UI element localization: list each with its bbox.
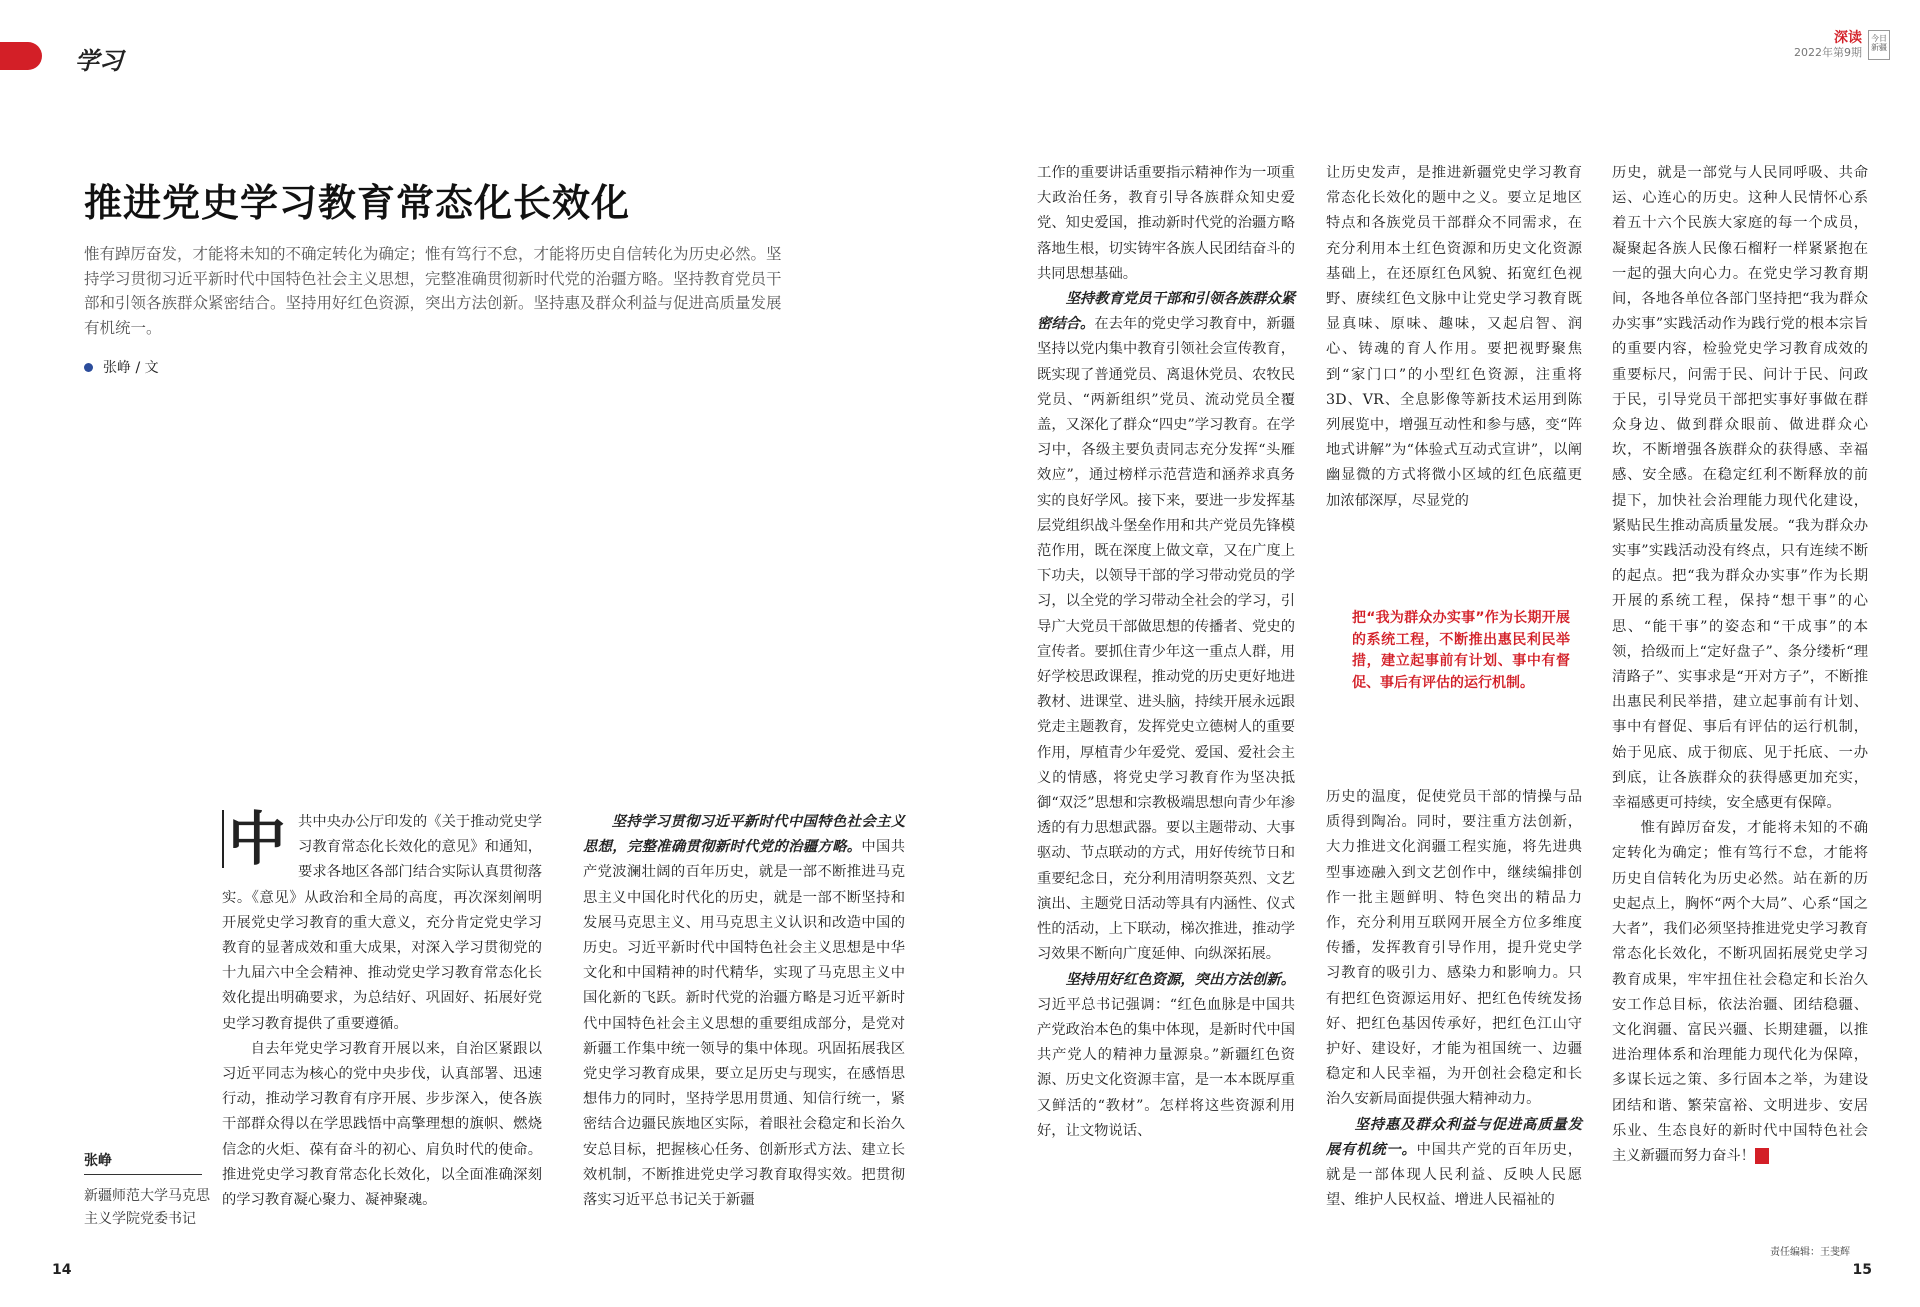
article-title: 推进党史学习教育常态化长效化 [84,181,631,225]
paragraph: 让历史发声，是推进新疆党史学习教育常态化长效化的题中之义。要立足地区特点和各族党员干部群众不同需求，在充分利用本土红色资源和历史文化资源基础上，在还原红色风貌、拓宽红色视野、赓续红色文脉中让党史学习教育既显真味、原味、趣味，又起启智、润心、铸魂的育人作用。要把视野聚焦到“家门口”的小型红色资源，注重将3D、VR、全息影像等新技术运用到陈列展览中，增强互动性和参与感，变“阵地式讲解”为“体验式互动式宣讲”，以阐幽显微的方式将微小区域的红色底蕴更加浓郁深厚，尽显党的 [1326,165,1582,509]
column-5 [1612,161,1868,1169]
paragraph: 自去年党史学习教育开展以来，自治区紧跟以习近平同志为核心的党中央步伐，认真部署、迅速行动，推动学习教育有序开展、步步深入，使各族干部群众得以在学思践悟中高擎理想的旗帜、燃烧信念的火炬、葆有奋斗的初心、肩负时代的使命。推进党史学习教育常态化长效化，以全面准确深刻的学习教育凝心聚力、凝神聚魂。 [222,1040,542,1209]
subhead: 坚持惠及群众利益与促进高质量发展有机统一。 [1326,1116,1582,1158]
paragraph: 工作的重要讲话重要指示精神作为一项重大政治任务，教育引导各族群众知史爱党、知史爱国，推动新时代党的治疆方略落地生根，切实铸牢各族人民团结奋斗的共同思想基础。 [1037,165,1295,282]
paragraph [583,810,905,1213]
subhead: 坚持教育党员干部和引领各族群众紧密结合。 [1037,291,1295,333]
paragraph [1612,816,1868,1169]
column-2 [583,810,905,1213]
column-1 [222,805,542,1213]
pull-quote: 把“我为群众办实事”作为长期开展的系统工程，不断推出惠民利民举措，建立起事前有计划、事中有督促、事后有评估的运行机制。 [1352,610,1570,691]
byline [84,357,159,377]
subhead: 坚持学习贯彻习近平新时代中国特色社会主义思想，完整准确贯彻新时代党的治疆方略。 [583,814,905,856]
paragraph-text: 习近平总书记强调：“红色血脉是中国共产党政治本色的集中体现，是新时代中国共产党人的精神力量源泉。”新疆红色资源、历史文化资源丰富，是一本本既厚重又鲜活的“教材”。怎样将这些资源利用好，让文物说话、 [1037,996,1295,1139]
drop-cap: 中 [222,810,286,868]
page-number-right: 15 [1852,1262,1872,1278]
byline-dot-icon [84,363,93,372]
column-3 [1037,161,1295,1144]
paragraph [1037,287,1295,967]
paragraph: 历史的温度，促使党员干部的情操与品质得到陶冶。同时，要注重方法创新，大力推进文化润疆工程实施，将先进典型事迹融入到文艺创作中，继续编排创作一批主题鲜明、特色突出的精品力作，充分利用互联网开展全方位多维度传播，发挥教育引导作用，提升党史学习教育的吸引力、感染力和影响力。只有把红色资源运用好、把红色传统发扬好、把红色基因传承好，把红色江山守护好、建设好，才能为祖国统一、边疆稳定和人民幸福，为开创社会稳定和长治久安新局面提供强大精神动力。 [1326,789,1582,1108]
paragraph [1326,1113,1582,1214]
section-label: 学习 [75,46,123,75]
issue-label: 2022年第9期 [1794,46,1862,59]
paragraph-text: 共中央办公厅印发的《关于推动党史学习教育常态化长效化的意见》和通知，要求各地区各部门结合实际认真贯彻落实。《意见》从政治和全局的高度，再次深刻阐明开展党史学习教育的重大意义，充分肯定党史学习教育的显著成效和重大成果，对深入学习贯彻党的十九届六中全会精神、推动党史学习教育常态化长效化提出明确要求，为总结好、巩固好、拓展好党史学习教育提供了重要遵循。 [222,814,542,1032]
brand-name: 深读 [1834,30,1862,46]
page-number-left: 14 [52,1262,72,1278]
brand-logo-box: 今日新疆 [1868,30,1890,60]
paragraph-text: 中国共产党的百年历史，就是一部体现人民利益、反映人民愿望、维护人民权益、增进人民福祉的 [1326,1141,1583,1209]
paragraph-text: 在去年的党史学习教育中，新疆坚持以党内集中教育引领社会宣传教育，既实现了普通党员、离退休党员、农牧民党员、“两新组织”党员、流动党员全覆盖，又深化了群众“四史”学习教育。在学习中，各级主要负责同志充分发挥“头雁效应”，通过榜样示范营造和涵养求真务实的良好学风。接下来，要进一步发挥基层党组织战斗堡垒作用和共产党员先锋模范作用，既在深度上做文章，又在广度上下功夫，以领导干部的学习带动党员的学习，以全党的学习带动全社会的学习，引导广大党员干部做思想的传播者、党史的宣传者。要抓住青少年这一重点人群，用好学校思政课程，推动党的历史更好地进教材、进课堂、进头脑，持续开展永远跟党走主题教育，发挥党史立德树人的重要作用，厚植青少年爱党、爱国、爱社会主义的情感，将党史学习教育作为坚决抵御“双泛”思想和宗教极端思想向青少年渗透的有力思想武器。要以主题带动、大事驱动、节点联动的方式，用好传统节日和重要纪念日，充分利用清明祭英烈、文艺演出、主题党日活动等具有内涵性、仪式性的活动，上下联动，梯次推进，推动学习效果不断向广度延伸、向纵深拓展。 [1037,316,1296,963]
end-mark-icon: J [1755,1148,1769,1164]
paragraph-text: 中国共产党波澜壮阔的百年历史，就是一部不断推进马克思主义中国化时代化的历史，就是一部不断坚持和发展马克思主义、用马克思主义认识和改造中国的历史。习近平新时代中国特色社会主义思想是中华文化和中国精神的时代精华，实现了马克思主义中国化新的飞跃。新时代党的治疆方略是习近平新时代中国特色社会主义思想的重要组成部分，是党对新疆工作集中统一领导的集中体现。巩固拓展我区党史学习教育成果，要立足历史与现实，在感悟思想伟力的同时，坚持学思用贯通、知信行统一，紧密结合边疆民族地区实际，着眼社会稳定和长治久安总目标，把握核心任务、创新形式方法、建立长效机制，不断推进党史学习教育取得实效。把贯彻落实习近平总书记关于新疆 [583,839,906,1209]
article-lead: 惟有踔厉奋发，才能将未知的不确定转化为确定；惟有笃行不怠，才能将历史自信转化为历史必然。坚持学习贯彻习近平新时代中国特色社会主义思想，完整准确贯彻新时代党的治疆方略。坚持教育党员干部和引领各族群众紧密结合。坚持用好红色资源，突出方法创新。坚持惠及群众利益与促进高质量发展有机统一。 [84,245,782,337]
paragraph-text: 惟有踔厉奋发，才能将未知的不确定转化为确定；惟有笃行不怠，才能将历史自信转化为历史必然。站在新的历史起点上，胸怀“两个大局”、心系“国之大者”，我们必须坚持推进党史学习教育常态化长效化，不断巩固拓展党史学习教育成果，牢牢扭住社会稳定和长治久安工作总目标，依法治疆、团结稳疆、文化润疆、富民兴疆、长期建疆，以推进治理体系和治理能力现代化为保障，多谋长远之策、多行固本之举，为建设团结和谐、繁荣富裕、文明进步、安居乐业、生态良好的新时代中国特色社会主义新疆而努力奋斗！ [1612,820,1868,1164]
editor-credit: 责任编辑：王斐辉 [1770,1247,1850,1258]
paragraph [222,805,542,1037]
column-4-top [1326,161,1582,514]
paragraph [1037,968,1295,1144]
byline-text: 张峥 / 文 [103,360,159,376]
paragraph: 历史，就是一部党与人民同呼吸、共命运、心连心的历史。这种人民情怀心系着五十六个民族大家庭的每一个成员，凝聚起各族人民像石榴籽一样紧紧抱在一起的强大向心力。在党史学习教育期间，各地各单位各部门坚持把“我为群众办实事”实践活动作为践行党的根本宗旨的重要内容，检验党史学习教育成效的重要标尺，问需于民、问计于民、问政于民，引导党员干部把实事好事做在群众身边、做到群众眼前、做进群众心坎，不断增强各族群众的获得感、幸福感、安全感。在稳定红利不断释放的前提下，加快社会治理能力现代化建设，紧贴民生推动高质量发展。“我为群众办实事”实践活动没有终点，只有连续不断的起点。把“我为群众办实事”作为长期开展的系统工程，保持“想干事”的心思、“能干事”的姿态和“干成事”的本领，拾级而上“定好盘子”、条分缕析“理清路子”、实事求是“开对方子”，不断推出惠民利民举措，建立起事前有计划、事中有督促、事后有评估的运行机制，始于见底、成于彻底、见于托底、一办到底，让各族群众的获得感更加充实，幸福感更可持续，安全感更有保障。 [1612,165,1868,812]
magazine-brand [1794,30,1890,60]
subhead: 坚持用好红色资源，突出方法创新。 [1065,971,1295,988]
section-tab-marker [0,42,42,70]
author-bio-name: 张峥 [84,1150,202,1175]
column-4-bottom [1326,785,1582,1213]
author-bio-text: 新疆师范大学马克思主义学院党委书记 [84,1188,210,1227]
